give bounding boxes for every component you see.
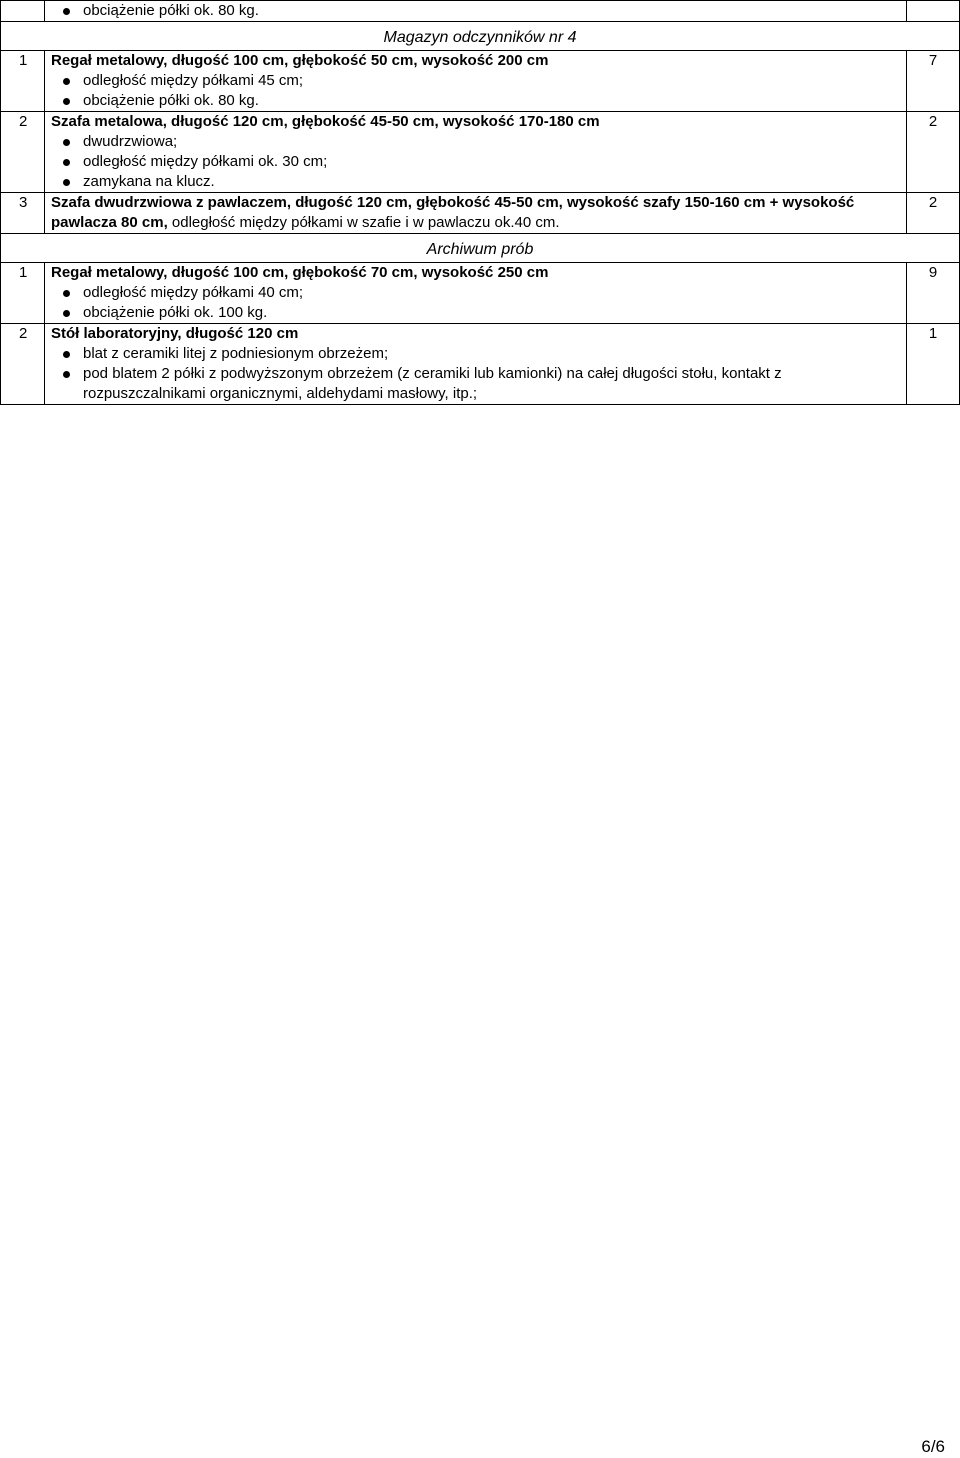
row-description (45, 1, 907, 22)
item-title-continuation: odległość między półkami w szafie i w pawlaczu ok.40 cm. (167, 214, 560, 231)
bullet-item: pod blatem 2 półki z podwyższonym obrzeżem (z ceramiki lub kamionki) na całej długości stołu, kontakt z rozpuszczalnikami organicznymi, aldehydami masłowy, itp.; (51, 364, 902, 404)
row-number (1, 1, 45, 22)
row-number: 1 (1, 263, 45, 324)
table-row (1, 263, 960, 324)
bullet-item: obciążenie półki ok. 100 kg. (51, 303, 902, 323)
row-description (45, 193, 907, 234)
row-description (45, 51, 907, 112)
bullet-list (51, 344, 902, 404)
row-quantity: 1 (907, 324, 960, 405)
equipment-table (0, 0, 960, 405)
page-number: 6/6 (921, 1437, 945, 1456)
row-number: 1 (1, 51, 45, 112)
table-row (1, 112, 960, 193)
section-title: Archiwum prób (1, 234, 960, 263)
bullet-list (51, 283, 902, 323)
table-row (1, 51, 960, 112)
item-title-line (51, 193, 902, 233)
bullet-item: zamykana na klucz. (51, 172, 902, 192)
bullet-item: odległość między półkami ok. 30 cm; (51, 152, 902, 172)
bullet-item: odległość między półkami 40 cm; (51, 283, 902, 303)
row-number: 2 (1, 112, 45, 193)
row-quantity: 9 (907, 263, 960, 324)
row-quantity: 2 (907, 112, 960, 193)
bullet-list (51, 132, 902, 192)
item-title: Szafa dwudrzwiowa z pawlaczem, długość 120 cm, głębokość 45-50 cm, wysokość szafy 150-160 cm + wysokość pawlacza 80 cm, (51, 194, 855, 231)
row-quantity: 2 (907, 193, 960, 234)
bullet-item: obciążenie półki ok. 80 kg. (51, 91, 902, 111)
item-title-line (51, 263, 902, 283)
row-number: 3 (1, 193, 45, 234)
item-title: Regał metalowy, długość 100 cm, głębokość 50 cm, wysokość 200 cm (51, 52, 549, 69)
bullet-list (51, 71, 902, 111)
item-title-line (51, 112, 902, 132)
bullet-item: odległość między półkami 45 cm; (51, 71, 902, 91)
section-title: Magazyn odczynników nr 4 (1, 22, 960, 51)
table-row (1, 324, 960, 405)
row-quantity (907, 1, 960, 22)
bullet-item: obciążenie półki ok. 80 kg. (51, 1, 902, 21)
item-title: Szafa metalowa, długość 120 cm, głębokość 45-50 cm, wysokość 170-180 cm (51, 113, 600, 130)
bullet-list (51, 1, 902, 21)
item-title: Stół laboratoryjny, długość 120 cm (51, 325, 299, 342)
item-title-line (51, 51, 902, 71)
item-title-line (51, 324, 902, 344)
row-description (45, 112, 907, 193)
table-body (1, 1, 960, 405)
section-header-row (1, 22, 960, 51)
row-description (45, 263, 907, 324)
table-row (1, 193, 960, 234)
row-quantity: 7 (907, 51, 960, 112)
row-description (45, 324, 907, 405)
row-number: 2 (1, 324, 45, 405)
item-title: Regał metalowy, długość 100 cm, głębokość 70 cm, wysokość 250 cm (51, 264, 549, 281)
top-continuation-row (1, 1, 960, 22)
bullet-item: blat z ceramiki litej z podniesionym obrzeżem; (51, 344, 902, 364)
section-header-row (1, 234, 960, 263)
bullet-item: dwudrzwiowa; (51, 132, 902, 152)
